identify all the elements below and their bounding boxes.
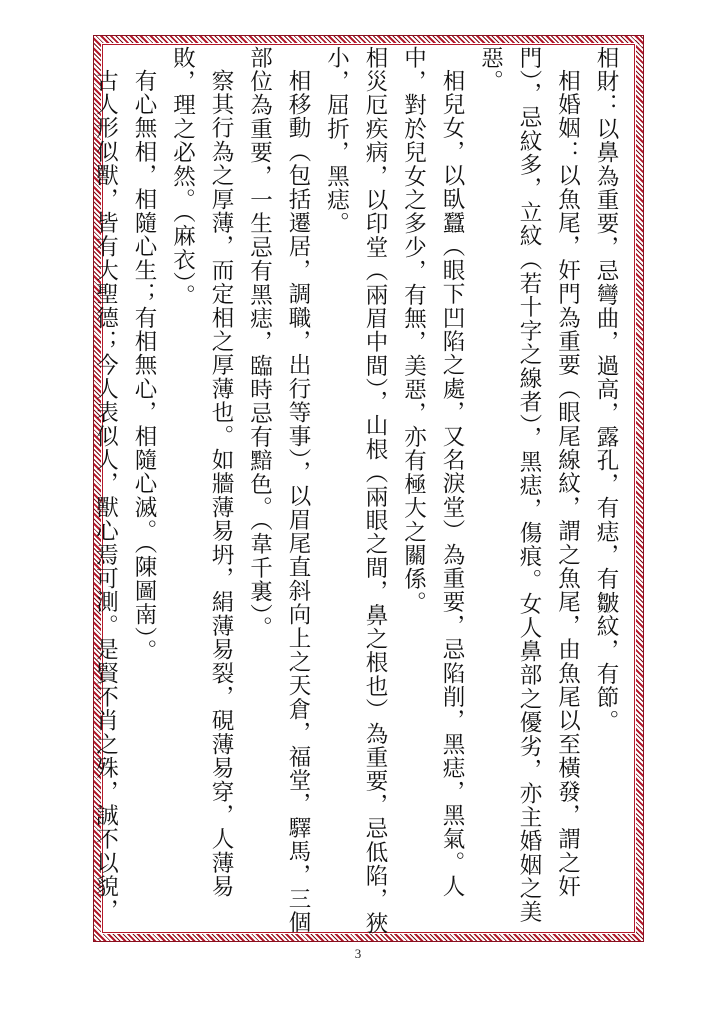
paragraph-movement: 相移動（包括遷居，調職，出行等事），以眉尾直斜向上之天倉，福堂，驛馬，三個部位為重要，一生忌有黑痣，臨時忌有黯色。（韋千裏）。: [246, 46, 311, 935]
paragraph-heart: 有心無相，相隨心生；有相無心，相隨心滅。（陳圖南）。: [131, 68, 157, 663]
paragraph-illness: 相災厄疾病，以印堂（兩眉中間），山根（兩眼之間，鼻之根也）為重要，忌低陷，狹小，屈折，黑痣。: [323, 46, 388, 936]
vertical-text-body: [92, 46, 625, 936]
paragraph-marriage: 相婚姻：以魚尾，奸門為重要（眼尾線紋，謂之魚尾，由魚尾以至橫發，謂之奸門），忌紋多，立紋（若十字之線者），黑痣，傷痕。女人鼻部之優劣，亦主婚姻之美惡。: [477, 46, 581, 925]
paragraph-conduct: 察其行為之厚薄，而定相之厚薄也。如牆薄易坍，絹薄易裂，硯薄易穿，人薄易敗，理之必然。（麻衣）。: [169, 46, 234, 898]
paragraph-ancients: 古人形似獸，皆有大聖德；今人表似人，獸心焉可測。是賢不肖之殊，誠不以貌，: [92, 68, 119, 922]
paragraph-wealth: 相財：以鼻為重要，忌彎曲，過高，露孔，有痣，有皺紋，有節。: [593, 46, 619, 734]
page-number: 3: [354, 946, 362, 961]
paragraph-children: 相兒女，以臥蠶（眼下凹陷之處，又名淚堂）為重要，忌陷削，黑痣，黑氣。人中，對於兒女之多少，有無，美惡，亦有極大之關係。: [400, 46, 465, 898]
